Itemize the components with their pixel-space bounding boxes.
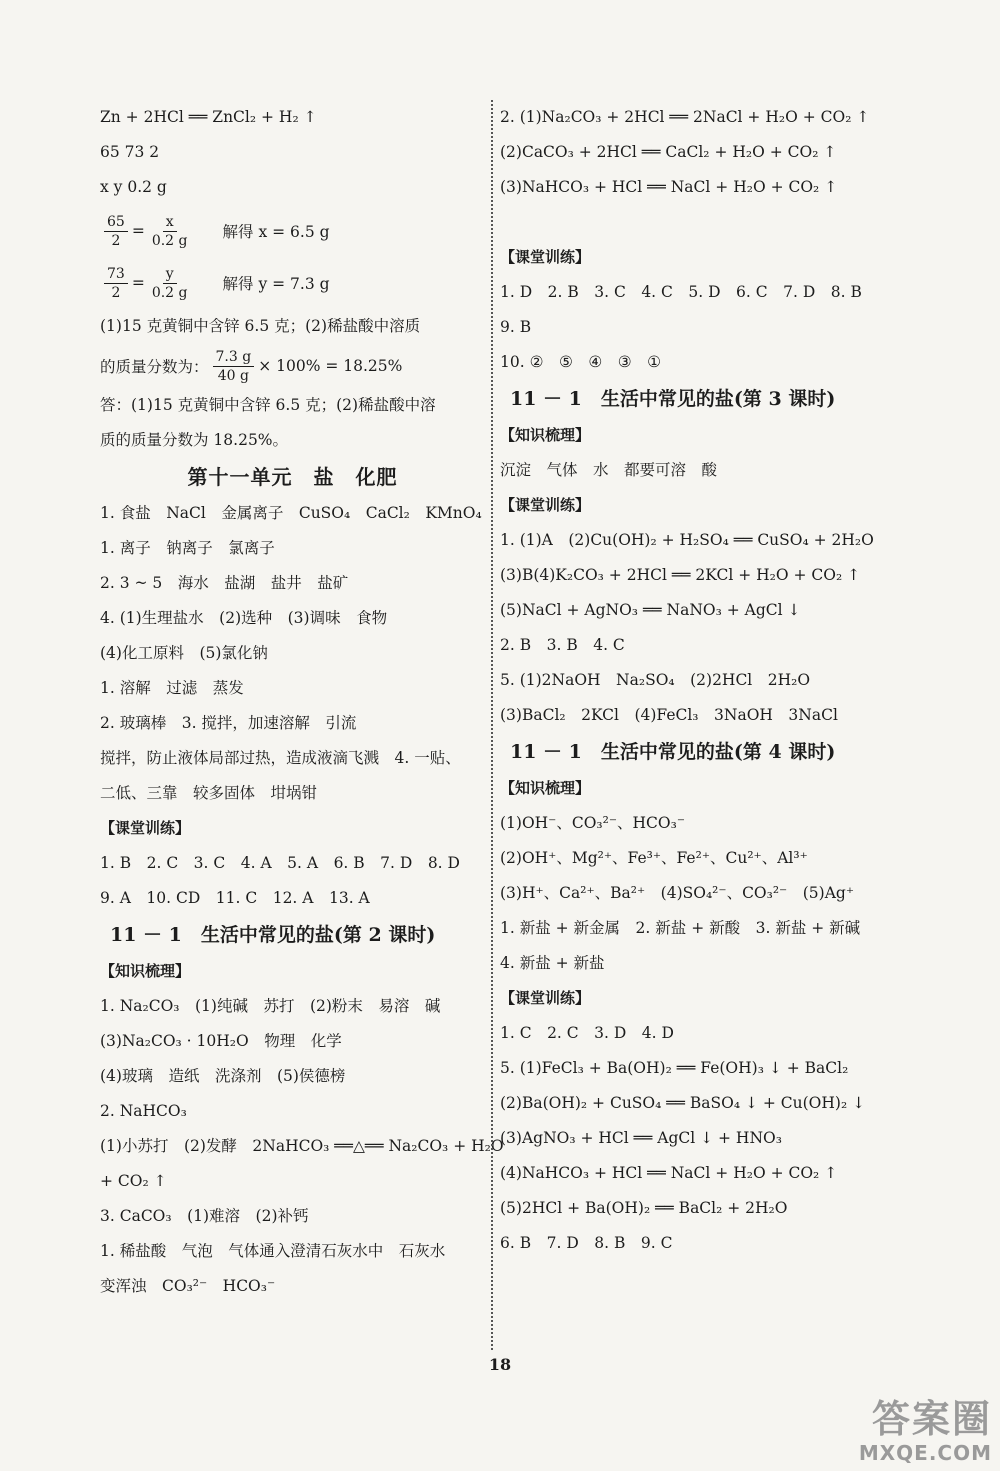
answer-line: (3)B(4)K₂CO₃ + 2HCl ══ 2KCl + H₂O + CO₂ ↑ xyxy=(500,566,861,584)
answer-line: 1. Na₂CO₃ (1)纯碱 苏打 (2)粉末 易溶 碱 xyxy=(100,997,441,1015)
section-title: 11 － 1 生活中常见的盐(第 2 课时) xyxy=(110,924,436,946)
answer-line: (4)NaHCO₃ + HCl ══ NaCl + H₂O + CO₂ ↑ xyxy=(500,1164,838,1182)
section-label: 【课堂训练】 xyxy=(500,496,591,514)
solution-text: 解得 x = 6.5 g xyxy=(222,223,330,241)
answer-line: (3)AgNO₃ + HCl ══ AgCl ↓ + HNO₃ xyxy=(500,1129,782,1147)
answer-line: 1. B 2. C 3. C 4. A 5. A 6. B 7. D 8. D xyxy=(100,854,460,872)
equation-line: (3)NaHCO₃ + HCl ══ NaCl + H₂O + CO₂ ↑ xyxy=(500,178,838,196)
answer-line: 1. 溶解 过滤 蒸发 xyxy=(100,679,244,697)
equation-line: 65 73 2 xyxy=(100,143,160,161)
answer-line: + CO₂ ↑ xyxy=(100,1172,167,1190)
section-label: 【课堂训练】 xyxy=(100,819,191,837)
equation-line: Zn + 2HCl ══ ZnCl₂ + H₂ ↑ xyxy=(100,108,317,126)
answer-line: 6. B 7. D 8. B 9. C xyxy=(500,1234,673,1252)
answer-line: 1. 稀盐酸 气泡 气体通入澄清石灰水中 石灰水 xyxy=(100,1242,446,1260)
section-label: 【知识梳理】 xyxy=(500,779,591,797)
answer-text: 答：(1)15 克黄铜中含锌 6.5 克；(2)稀盐酸中溶 xyxy=(100,396,436,414)
answer-line: 9. A 10. CD 11. C 12. A 13. A xyxy=(100,889,370,907)
answer-line: (4)玻璃 造纸 洗涤剂 (5)侯德榜 xyxy=(100,1067,346,1085)
equation-line: 2. (1)Na₂CO₃ + 2HCl ══ 2NaCl + H₂O + CO₂ ↑ xyxy=(500,108,870,126)
section-title: 11 － 1 生活中常见的盐(第 3 课时) xyxy=(510,388,836,410)
answer-line: 二低、三靠 较多固体 坩埚钳 xyxy=(100,784,318,802)
answer-line: 1. D 2. B 3. C 4. C 5. D 6. C 7. D 8. B xyxy=(500,283,862,301)
answer-line: 2. 玻璃棒 3. 搅拌，加速溶解 引流 xyxy=(100,714,357,732)
watermark-logo: 答案圈 MXQE.COM xyxy=(858,1397,992,1465)
answer-line: 2. B 3. B 4. C xyxy=(500,636,625,654)
answer-line: 4. (1)生理盐水 (2)选种 (3)调味 食物 xyxy=(100,609,388,627)
answer-text: (1)15 克黄铜中含锌 6.5 克；(2)稀盐酸中溶质 xyxy=(100,317,421,335)
answer-line: 9. B xyxy=(500,318,532,336)
left-column xyxy=(100,100,504,1304)
answer-line: 5. (1)2NaOH Na₂SO₄ (2)2HCl 2H₂O xyxy=(500,671,811,689)
right-column xyxy=(500,100,885,1261)
page-number: 18 xyxy=(488,1355,512,1374)
ratio-equation: $\frac{65}{2}$ = $\frac{x}{0.2 g}$ 解得 x = 6.5 g xyxy=(100,205,485,257)
answer-line: 3. CaCO₃ (1)难溶 (2)补钙 xyxy=(100,1207,309,1225)
answer-line: (1)OH⁻、CO₃²⁻、HCO₃⁻ xyxy=(500,814,686,832)
solution-text: 解得 y = 7.3 g xyxy=(222,275,330,293)
answer-line: (5)NaCl + AgNO₃ ══ NaNO₃ + AgCl ↓ xyxy=(500,601,801,619)
answer-text: 质的质量分数为 18.25%。 xyxy=(100,431,289,449)
answer-line: (3)Na₂CO₃ · 10H₂O 物理 化学 xyxy=(100,1032,342,1050)
answer-line: (2)Ba(OH)₂ + CuSO₄ ══ BaSO₄ ↓ + Cu(OH)₂ ↓ xyxy=(500,1094,866,1112)
section-label: 【知识梳理】 xyxy=(100,962,191,980)
answer-line: 2. 3 ~ 5 海水 盐湖 盐井 盐矿 xyxy=(100,574,349,592)
column-divider xyxy=(491,100,493,1350)
answer-line: 1. 离子 钠离子 氯离子 xyxy=(100,539,275,557)
section-title: 11 － 1 生活中常见的盐(第 4 课时) xyxy=(510,741,836,763)
answer-line: 10. ② ⑤ ④ ③ ① xyxy=(500,353,662,371)
answer-line: 变浑浊 CO₃²⁻ HCO₃⁻ xyxy=(100,1277,276,1295)
answer-line: (3)BaCl₂ 2KCl (4)FeCl₃ 3NaOH 3NaCl xyxy=(500,706,838,724)
percentage-equation: 的质量分数为： $\frac{7.3 g}{40 g}$ × 100% = 18.25% xyxy=(100,348,403,384)
answer-line: 1. 食盐 NaCl 金属离子 CuSO₄ CaCl₂ KMnO₄ xyxy=(100,504,482,522)
answer-line: (2)OH⁺、Mg²⁺、Fe³⁺、Fe²⁺、Cu²⁺、Al³⁺ xyxy=(500,849,808,867)
answer-line: (5)2HCl + Ba(OH)₂ ══ BaCl₂ + 2H₂O xyxy=(500,1199,788,1217)
unit-title: 第十一单元 盐 化肥 xyxy=(187,465,398,489)
answer-line: 搅拌，防止液体局部过热，造成液滴飞溅 4. 一贴、 xyxy=(100,749,461,767)
equation-line: x y 0.2 g xyxy=(100,178,167,196)
answer-line: 沉淀 气体 水 都要可溶 酸 xyxy=(500,461,718,479)
ratio-equation: $\frac{73}{2}$ = $\frac{y}{0.2 g}$ 解得 y = 7.3 g xyxy=(100,257,485,309)
answer-line: 1. C 2. C 3. D 4. D xyxy=(500,1024,674,1042)
answer-line: 2. NaHCO₃ xyxy=(100,1102,187,1120)
answer-line: (3)H⁺、Ca²⁺、Ba²⁺ (4)SO₄²⁻、CO₃²⁻ (5)Ag⁺ xyxy=(500,884,854,902)
section-label: 【课堂训练】 xyxy=(500,248,591,266)
answer-line: 5. (1)FeCl₃ + Ba(OH)₂ ══ Fe(OH)₃ ↓ + BaCl₂ xyxy=(500,1059,849,1077)
answer-line: 4. 新盐 + 新盐 xyxy=(500,954,605,972)
answer-line: 1. 新盐 + 新金属 2. 新盐 + 新酸 3. 新盐 + 新碱 xyxy=(500,919,861,937)
answer-line: 1. (1)A (2)Cu(OH)₂ + H₂SO₄ ══ CuSO₄ + 2H₂O xyxy=(500,531,874,549)
answer-line: (4)化工原料 (5)氯化钠 xyxy=(100,644,268,662)
equation-line: (2)CaCO₃ + 2HCl ══ CaCl₂ + H₂O + CO₂ ↑ xyxy=(500,143,837,161)
answer-line: (1)小苏打 (2)发酵 2NaHCO₃ ══△══ Na₂CO₃ + H₂O xyxy=(100,1137,504,1155)
section-label: 【知识梳理】 xyxy=(500,426,591,444)
section-label: 【课堂训练】 xyxy=(500,989,591,1007)
